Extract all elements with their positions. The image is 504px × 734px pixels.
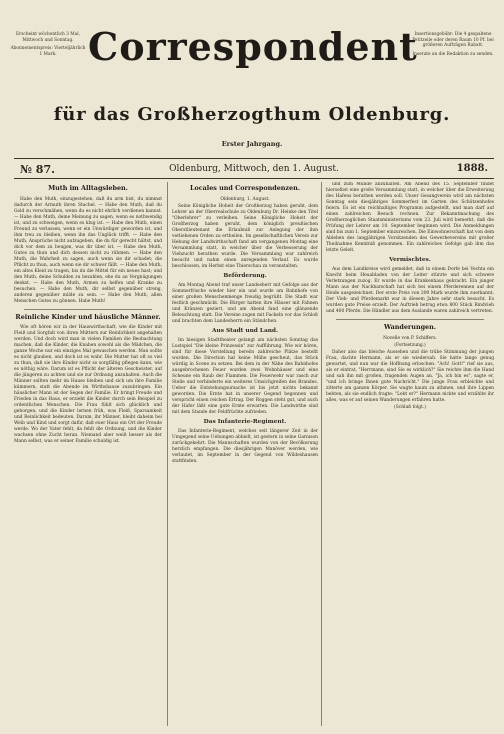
serial-title: Wanderungen. [383,323,436,331]
article-title: Reinliche Kinder und häusliche Männer. [15,312,161,321]
issue-info-line [14,163,494,177]
advertising-contact-note: Inserate an die Redaktion zu senden. [412,51,494,57]
column-divider [321,182,322,726]
column-divider [167,182,168,726]
masthead-subtitle: für das Großherzogthum Oldenburg. [53,104,451,125]
column-2 [172,182,318,728]
issue-year: 1888. [456,163,488,174]
article-separator [336,319,484,320]
top-rule [14,158,494,159]
article-text: Wie oft hören wir in der Hauswirthschaft, wie die Kinder mit Fleiß und Sorgfalt von ihren Müttern zur Reinlichkeit angehalten werden. Und doch wird man in vielen Familien die Beobachtung machen, daß die Kinder, die Knaben sowohl als die Mädchen, die ganze Woche nur ein einziges Mal gewaschen werden. Man sollte es nicht glauben, und doch ist es wahr. Die Mutter hat oft so viel zu thun, daß sie ihre Kinder nicht so sorgfältig pflegen kann, wie es nöthig wäre. Darum ist es Pflicht der älteren Geschwister, auf die jüngeren zu achten und sie zur Ordnung anzuhalten. Auch die Männer sollten mehr im Hause bleiben und sich um ihre Familie kümmern, statt die Abende im Wirthshause zuzubringen. Ein häuslicher Mann ist der Segen der Familie. Er bringt Freude und Frieden in das Haus, er erzieht die Kinder durch sein Beispiel zu ordentlichen Menschen. Die Frau fühlt sich glücklich und geborgen, und die Kinder lernen früh, was Fleiß, Sparsamkeit und Reinlichkeit bedeuten. Darum, ihr Männer, bleibt daheim bei Weib und Kind und sorgt dafür, daß euer Haus ein Ort der Freude werde. Wo der Vater fehlt, da fehlt die Ordnung, und die Kinder wachsen ohne Zucht heran. Niemand aber weiß besser als der Mann selbst, was er seiner Familie schuldig ist. [14,325,162,445]
article-text: Das Infanterie-Regiment, welches seit längerer Zeit in der Umgegend seine Uebungen abhielt, ist gestern in seine Garnison zurückgekehrt. Die Mannschaften wurden von der Bevölkerung herzlich empfangen. Die diesjährigen Manöver werden, wie verlautet, im September in der Gegend von Wildeshausen stattfinden. [172,428,318,464]
dateline: Oldenburg, 1. August. [220,196,270,202]
article-title: Beförderung. [223,272,267,279]
column-3 [326,182,494,728]
masthead-title: Correspondent [88,24,418,69]
article-text: Seine Königliche Hoheit der Großherzog haben geruht, dem Lehrer an der Oberrealschule zu Oldenburg Dr. Heinke den Titel "Oberlehrer" zu verleihen. Seine Königliche Hoheit der Großherzog haben geruht, dem königlich preußischen Oberstlieutenant die Erlaubniß zur Anlegung der ihm verliehenen Orden zu ertheilen. Im gesellschaftlichen Verein zur Hebung der Landwirthschaft fand am vergangenen Montag eine Versammlung statt, in welcher über die Verbesserung der Viehzucht berathen wurde. Die Versammlung war zahlreich besucht und nahm einen anregenden Verlauf. Es wurde beschlossen, im Herbst eine Thierschau zu veranstalten. [172,203,318,269]
article-text: Im hiesigen Stadttheater gelangt am nächsten Sonntag das Lustspiel "Die kleine Prinzessin" zur Aufführung. Wie wir hören, sind für diese Vorstellung bereits zahlreiche Plätze bestellt worden. Die Direction hat keine Mühe gescheut, das Stück würdig in Scene zu setzen. Bei dem in der Nähe des Bahnhofes ausgebrochenen Feuer wurden zwei Wohnhäuser und eine Scheune ein Raub der Flammen. Die Feuerwehr war rasch zur Stelle und verhinderte ein weiteres Umsichgreifen des Brandes. Ueber die Entstehungsursache ist bis jetzt nichts bekannt geworden. Die Ernte hat in unserer Gegend begonnen und verspricht einen reichen Ertrag. Der Roggen steht gut, und auch der Hafer läßt eine gute Ernte erwarten. Die Landwirthe sind mit dem Stande der Feldfrüchte zufrieden. [172,337,318,415]
to-be-continued: (Schluß folgt.) [394,405,426,411]
article-title: Muth im Alltagsleben. [48,184,128,192]
volume-label: Erster Jahrgang. [221,140,283,148]
article-title: Vermischtes. [389,257,431,263]
serial-author: Novelle von P. Schiffers. [383,335,437,341]
article-text: Am Montag Abend traf unser Landesherr mit Gefolge aus der Sommerfrische wieder hier ein und wurde am Bahnhofe von einer großen Menschenmenge freudig begrüßt. Die Stadt war festlich geschmückt. Die Bürger hatten ihre Häuser mit Fahnen und Kränzen geziert, und am Abend fand eine glänzende Beleuchtung statt. Die Vereine zogen mit Fackeln vor das Schloß und brachten dem Landesherrn ein Ständchen. [172,282,318,324]
publication-schedule-note: Erscheint wöchentlich 3 Mal, Mittwoch und Sonntag. [16,32,80,43]
article-title: Aus Stadt und Land. [212,327,278,334]
section-title: Locales und Correspondenzen. [190,184,300,192]
advertising-notes [412,32,494,60]
subscription-price-note: Abonnementspreis: Vierteljährlich 1 Mark. [10,46,86,57]
serial-continuation: (Fortsetzung.) [394,342,426,348]
issue-date: Oldenburg, Mittwoch, den 1. August. [169,164,339,174]
article-separator [24,309,152,310]
issue-number: № 87. [20,163,55,176]
info-bottom-rule [14,178,494,179]
article-title: Das Infanterie-Regiment. [203,418,287,425]
article-text: Daher also das bleiche Aussehen und die trübe Stimmung der jungen Frau, dachte Hermann, als er sie wiedersah. Sie hatte lange genug gewartet, und nun war die Hoffnung erloschen. "Ach! Gott!" rief sie aus, als er eintrat, "Herrmann, sind Sie es wirklich?" Sie reichte ihm die Hand und sah ihn mit großen, fragenden Augen an. "Ja, ich bin es", sagte er, "und ich bringe Ihnen gute Nachricht." Die junge Frau erbleichte und zitterte am ganzen Körper. Sie wagte kaum zu athmen, und ihre Lippen bebten, als sie endlich fragte: "Lebt er?" Hermann nickte und erzählte ihr alles, was er auf seinen Wanderungen erfahren hatte. [326,349,494,403]
column-1 [14,182,162,728]
article-text: und zum Munde abzuhalten. Am Abend des 15. September findet hierselbst eine große Versammlung statt, in welcher über die Erweiterung des Hafens berathen werden soll. Unser Gesangverein wird am nächsten Sonntag sein diesjähriges Sommerfest im Garten des Schützenhofes feiern. Es ist ein reichhaltiges Programm aufgestellt, und man darf auf einen zahlreichen Besuch rechnen. Zur Bekanntmachung des Großherzoglichen Staatsministeriums vom 23. Juli wird bemerkt, daß die Prüfung der Lehrer am 10. September beginnen wird. Die Anmeldungen sind bis zum 1. September einzureichen. Die Einwohnerschaft hat von dem Ableben des langjährigen Vorsitzenden des Gewerbevereins mit großer Theilnahme Kenntniß genommen. Ein zahlreiches Gefolge gab ihm das letzte Geleit. [326,182,494,253]
article-text: Aus dem Landkreise wird gemeldet, daß in einem Dorfe bei Vechta ein Knecht beim Heuabladen von der Leiter stürzte und sich schwere Verletzungen zuzog. Er wurde in das Krankenhaus gebracht. Ein junger Mann aus der Nachbarschaft hat sich bei einem Pferderennen auf der Heide ausgezeichnet. Der erste Preis von 300 Mark wurde ihm zuerkannt. Der Vieh- und Pferdemarkt war in diesem Jahre sehr stark besucht. Es wurden gute Preise erzielt. Der Auftrieb betrug etwa 800 Stück Rindvieh und 400 Pferde. Die Händler aus dem Auslande waren zahlreich vertreten. [326,267,494,314]
article-text: Habe den Muth, einzugestehen, daß du arm bist, du nimmst dadurch der Armuth ihren Stachel. — Habe den Muth, daß du Gold zu verschmähen, wenn du es nicht ehrlich verdienen kannst. — Habe den Muth, deine Meinung zu sagen, wenn es nothwendig ist, und zu schweigen, wenn es klug ist. — Habe den Muth, einen Freund zu verlassen, wenn er ein Unwürdiger geworden ist, und ihm treu zu bleiben, wenn ihn das Unglück trifft. — Habe den Muth, Ansprüche nicht aufzugeben, die du für gerecht hältst, und dich vor dem zu beugen, was dir über ist. — Habe den Muth, Gutes zu thun und dich dessen nicht zu rühmen. — Habe den Muth, die Wahrheit zu sagen, auch wenn sie dir schadet; die Pflicht zu thun, auch wenn sie dir schwer fällt. — Habe den Muth, ein altes Kleid zu tragen, bis du die Mittel für ein neues hast; und den Muth, deine Schulden zu bezahlen, ehe du an Vergnügungen denkst. — Habe den Muth, Armen zu helfen und Kranke zu besuchen. — Habe den Muth, dir selbst gegenüber streng, anderen gegenüber milde zu sein. — Habe den Muth, allen Menschen Gutes zu gönnen. Habe Muth! [14,196,162,304]
insertion-fee-note: Insertionsgebühr: Die 4 gespaltene Petitzeile oder deren Raum 10 Pf. bei größeren Aufträgen Rabatt. [412,32,494,49]
subscription-notes [10,32,86,60]
